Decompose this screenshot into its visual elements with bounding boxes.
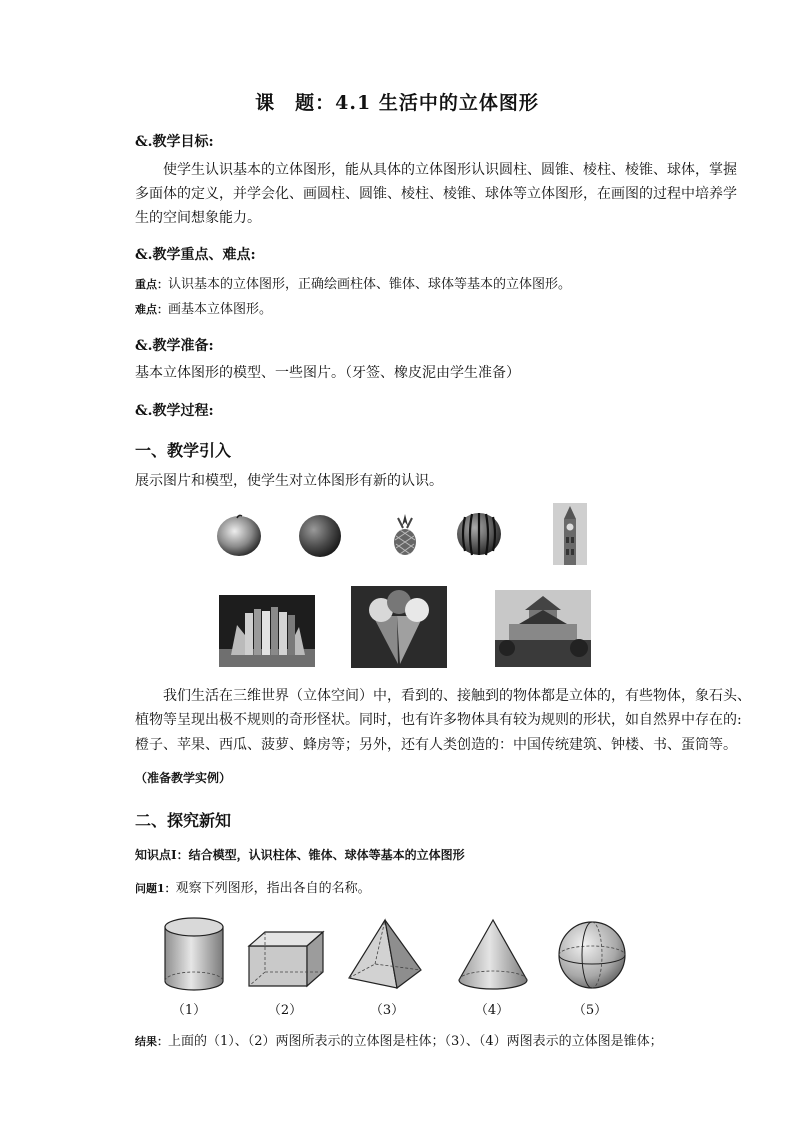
- shape-caption-3: （3）: [369, 1003, 405, 1018]
- objectives-line-2: 多面体的定义，并学会化、画圆柱、圆锥、棱柱、棱锥、球体等立体图形，在画图的过程中培养学: [135, 186, 737, 202]
- objectives-heading: &.教学目标:: [135, 134, 214, 150]
- cone-figure: [456, 918, 530, 992]
- question-1-label: 问题1：: [135, 882, 176, 895]
- ice-cream-cones-photo: [351, 586, 447, 668]
- apple-photo: [215, 513, 265, 558]
- shape-caption-5: （5）: [572, 1003, 608, 1018]
- key-point-row: [135, 273, 571, 292]
- difficult-point-row: [135, 298, 272, 317]
- orange-photo: [295, 513, 345, 558]
- result-row: [135, 1030, 663, 1049]
- preparation-text: 基本立体图形的模型、一些图片。（牙签、橡皮泥由学生准备）: [135, 365, 520, 381]
- clock-tower-photo: [553, 503, 587, 565]
- shape-caption-4: （4）: [474, 1003, 510, 1018]
- pineapple-photo: [388, 512, 423, 557]
- watermelon-photo: [455, 511, 503, 557]
- section-1-intro: 展示图片和模型，使学生对立体图形有新的认识。: [135, 473, 443, 489]
- question-1-row: [135, 877, 371, 896]
- process-heading: &.教学过程:: [135, 403, 214, 419]
- result-label: 结果：: [135, 1035, 168, 1048]
- key-point-label: 重点：: [135, 278, 168, 291]
- preparation-heading: &.教学准备:: [135, 338, 214, 354]
- objectives-line-1: 使学生认识基本的立体图形，能从具体的立体图形认识圆柱、圆锥、棱柱、棱锥、球体，掌握: [163, 162, 737, 178]
- difficult-point-label: 难点：: [135, 303, 168, 316]
- section-1-para-line-1: 我们生活在三维世界（立体空间）中，看到的、接触到的物体都是立体的，有些物体，象石头、: [163, 688, 751, 704]
- section-1-para-line-3: 橙子、苹果、西瓜、菠萝、蜂房等；另外，还有人类创造的：中国传统建筑、钟楼、书、蛋筒等。: [135, 737, 737, 753]
- difficult-point-text: 画基本立体图形。: [168, 302, 273, 317]
- objectives-line-3: 生的空间想象能力。: [135, 210, 261, 226]
- result-text: 上面的（1）、（2）两图所表示的立体图是柱体；（3）、（4）两图表示的立体图是锥体；: [168, 1034, 663, 1049]
- section-1-heading: 一、教学引入: [135, 441, 232, 460]
- keypoints-heading: &.教学重点、难点:: [135, 247, 256, 263]
- sphere-figure: [555, 918, 629, 992]
- section-2-heading: 二、探究新知: [135, 811, 232, 830]
- chinese-building-photo: [495, 590, 591, 667]
- knowledge-point-1: 知识点Ⅰ：结合模型，认识柱体、锥体、球体等基本的立体图形: [135, 848, 465, 862]
- shape-caption-1: （1）: [171, 1003, 207, 1018]
- books-photo: [219, 595, 315, 667]
- section-1-note: （准备教学实例）: [135, 771, 232, 785]
- pyramid-figure: [345, 918, 425, 992]
- cylinder-figure: [160, 915, 228, 993]
- key-point-text: 认识基本的立体图形，正确绘画柱体、锥体、球体等基本的立体图形。: [168, 277, 572, 292]
- cuboid-figure: [245, 928, 325, 990]
- section-1-para-line-2: 植物等呈现出极不规则的奇形怪状。同时，也有许多物体具有较为规则的形状，如自然界中存在的:: [135, 712, 742, 728]
- question-1-text: 观察下列图形，指出各自的名称。: [175, 881, 371, 896]
- page-title: 课 题：4.1 生活中的立体图形: [255, 92, 539, 114]
- shape-caption-2: （2）: [267, 1003, 303, 1018]
